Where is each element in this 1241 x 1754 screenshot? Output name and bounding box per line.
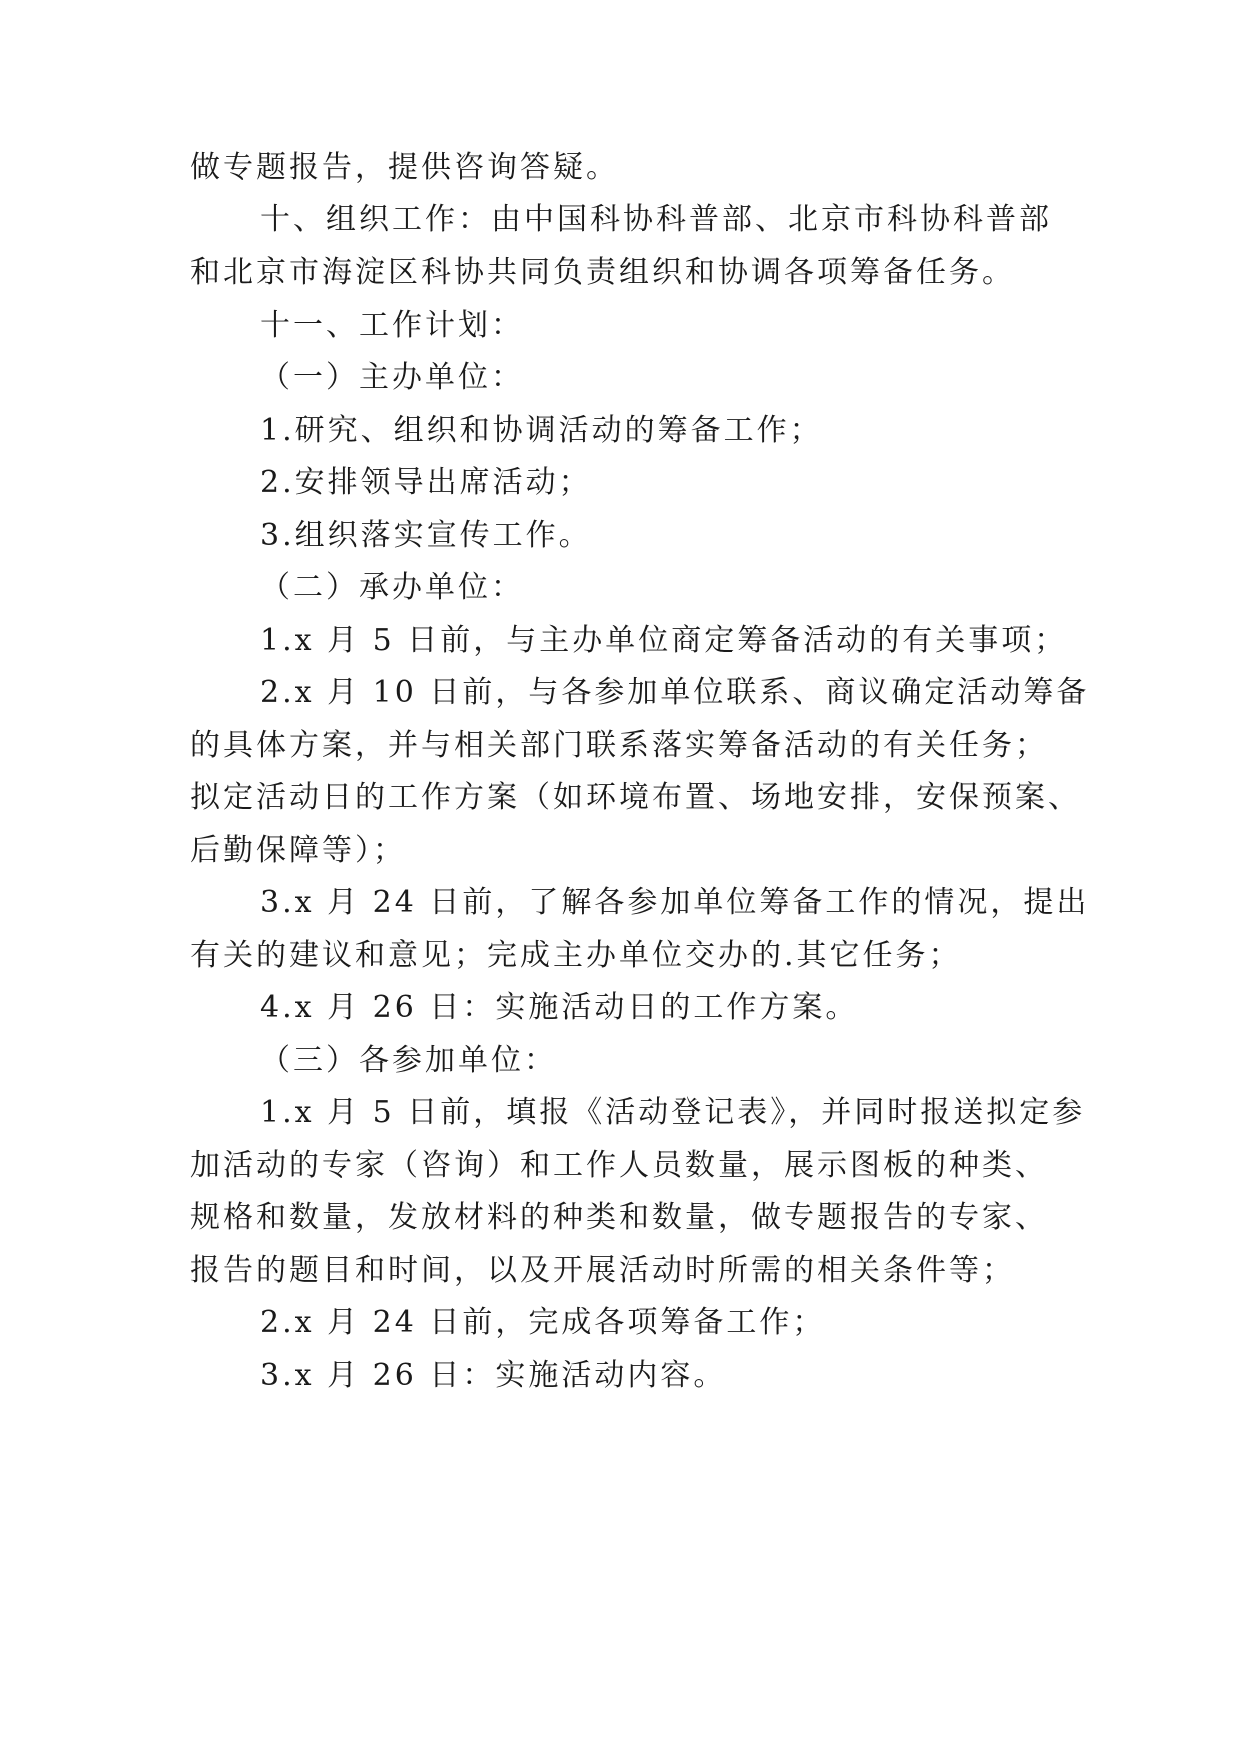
list-item: 2.安排领导出席活动； — [260, 465, 592, 500]
paragraph-line: 和北京市海淀区科协共同负责组织和协调各项筹备任务。 — [190, 255, 1015, 290]
subsection-heading: （一）主办单位： — [260, 360, 524, 395]
paragraph-line: 报告的题目和时间，以及开展活动时所需的相关条件等； — [190, 1253, 1015, 1288]
list-item: 1.x 月 5 日前，与主办单位商定筹备活动的有关事项； — [260, 623, 1068, 658]
subsection-heading: （二）承办单位： — [260, 570, 524, 605]
paragraph-line: 有关的建议和意见；完成主办单位交办的.其它任务； — [190, 938, 962, 973]
paragraph-line: 的具体方案，并与相关部门联系落实筹备活动的有关任务； — [190, 728, 1048, 763]
list-item: 3.组织落实宣传工作。 — [260, 518, 592, 553]
paragraph-line: 加活动的专家（咨询）和工作人员数量，展示图板的种类、 — [190, 1148, 1048, 1183]
paragraph-line: 规格和数量，发放材料的种类和数量，做专题报告的专家、 — [190, 1200, 1048, 1235]
list-item: 3.x 月 24 日前，了解各参加单位筹备工作的情况，提出 — [260, 885, 1090, 920]
paragraph-line: 后勤保障等）； — [190, 833, 406, 868]
section-heading: 十一、工作计划： — [260, 308, 524, 343]
list-item: 4.x 月 26 日：实施活动日的工作方案。 — [260, 990, 859, 1025]
list-item: 2.x 月 10 日前，与各参加单位联系、商议确定活动筹备 — [260, 675, 1090, 710]
paragraph-line: 做专题报告，提供咨询答疑。 — [190, 150, 619, 185]
list-item: 1.研究、组织和协调活动的筹备工作； — [260, 413, 823, 448]
list-item: 2.x 月 24 日前，完成各项筹备工作； — [260, 1305, 826, 1340]
list-item: 3.x 月 26 日：实施活动内容。 — [260, 1358, 727, 1393]
paragraph-line: 十、组织工作：由中国科协科普部、北京市科协科普部 — [260, 202, 1052, 237]
list-item: 1.x 月 5 日前，填报《活动登记表》，并同时报送拟定参 — [260, 1095, 1086, 1130]
subsection-heading: （三）各参加单位： — [260, 1043, 557, 1078]
paragraph-line: 拟定活动日的工作方案（如环境布置、场地安排，安保预案、 — [190, 780, 1081, 815]
